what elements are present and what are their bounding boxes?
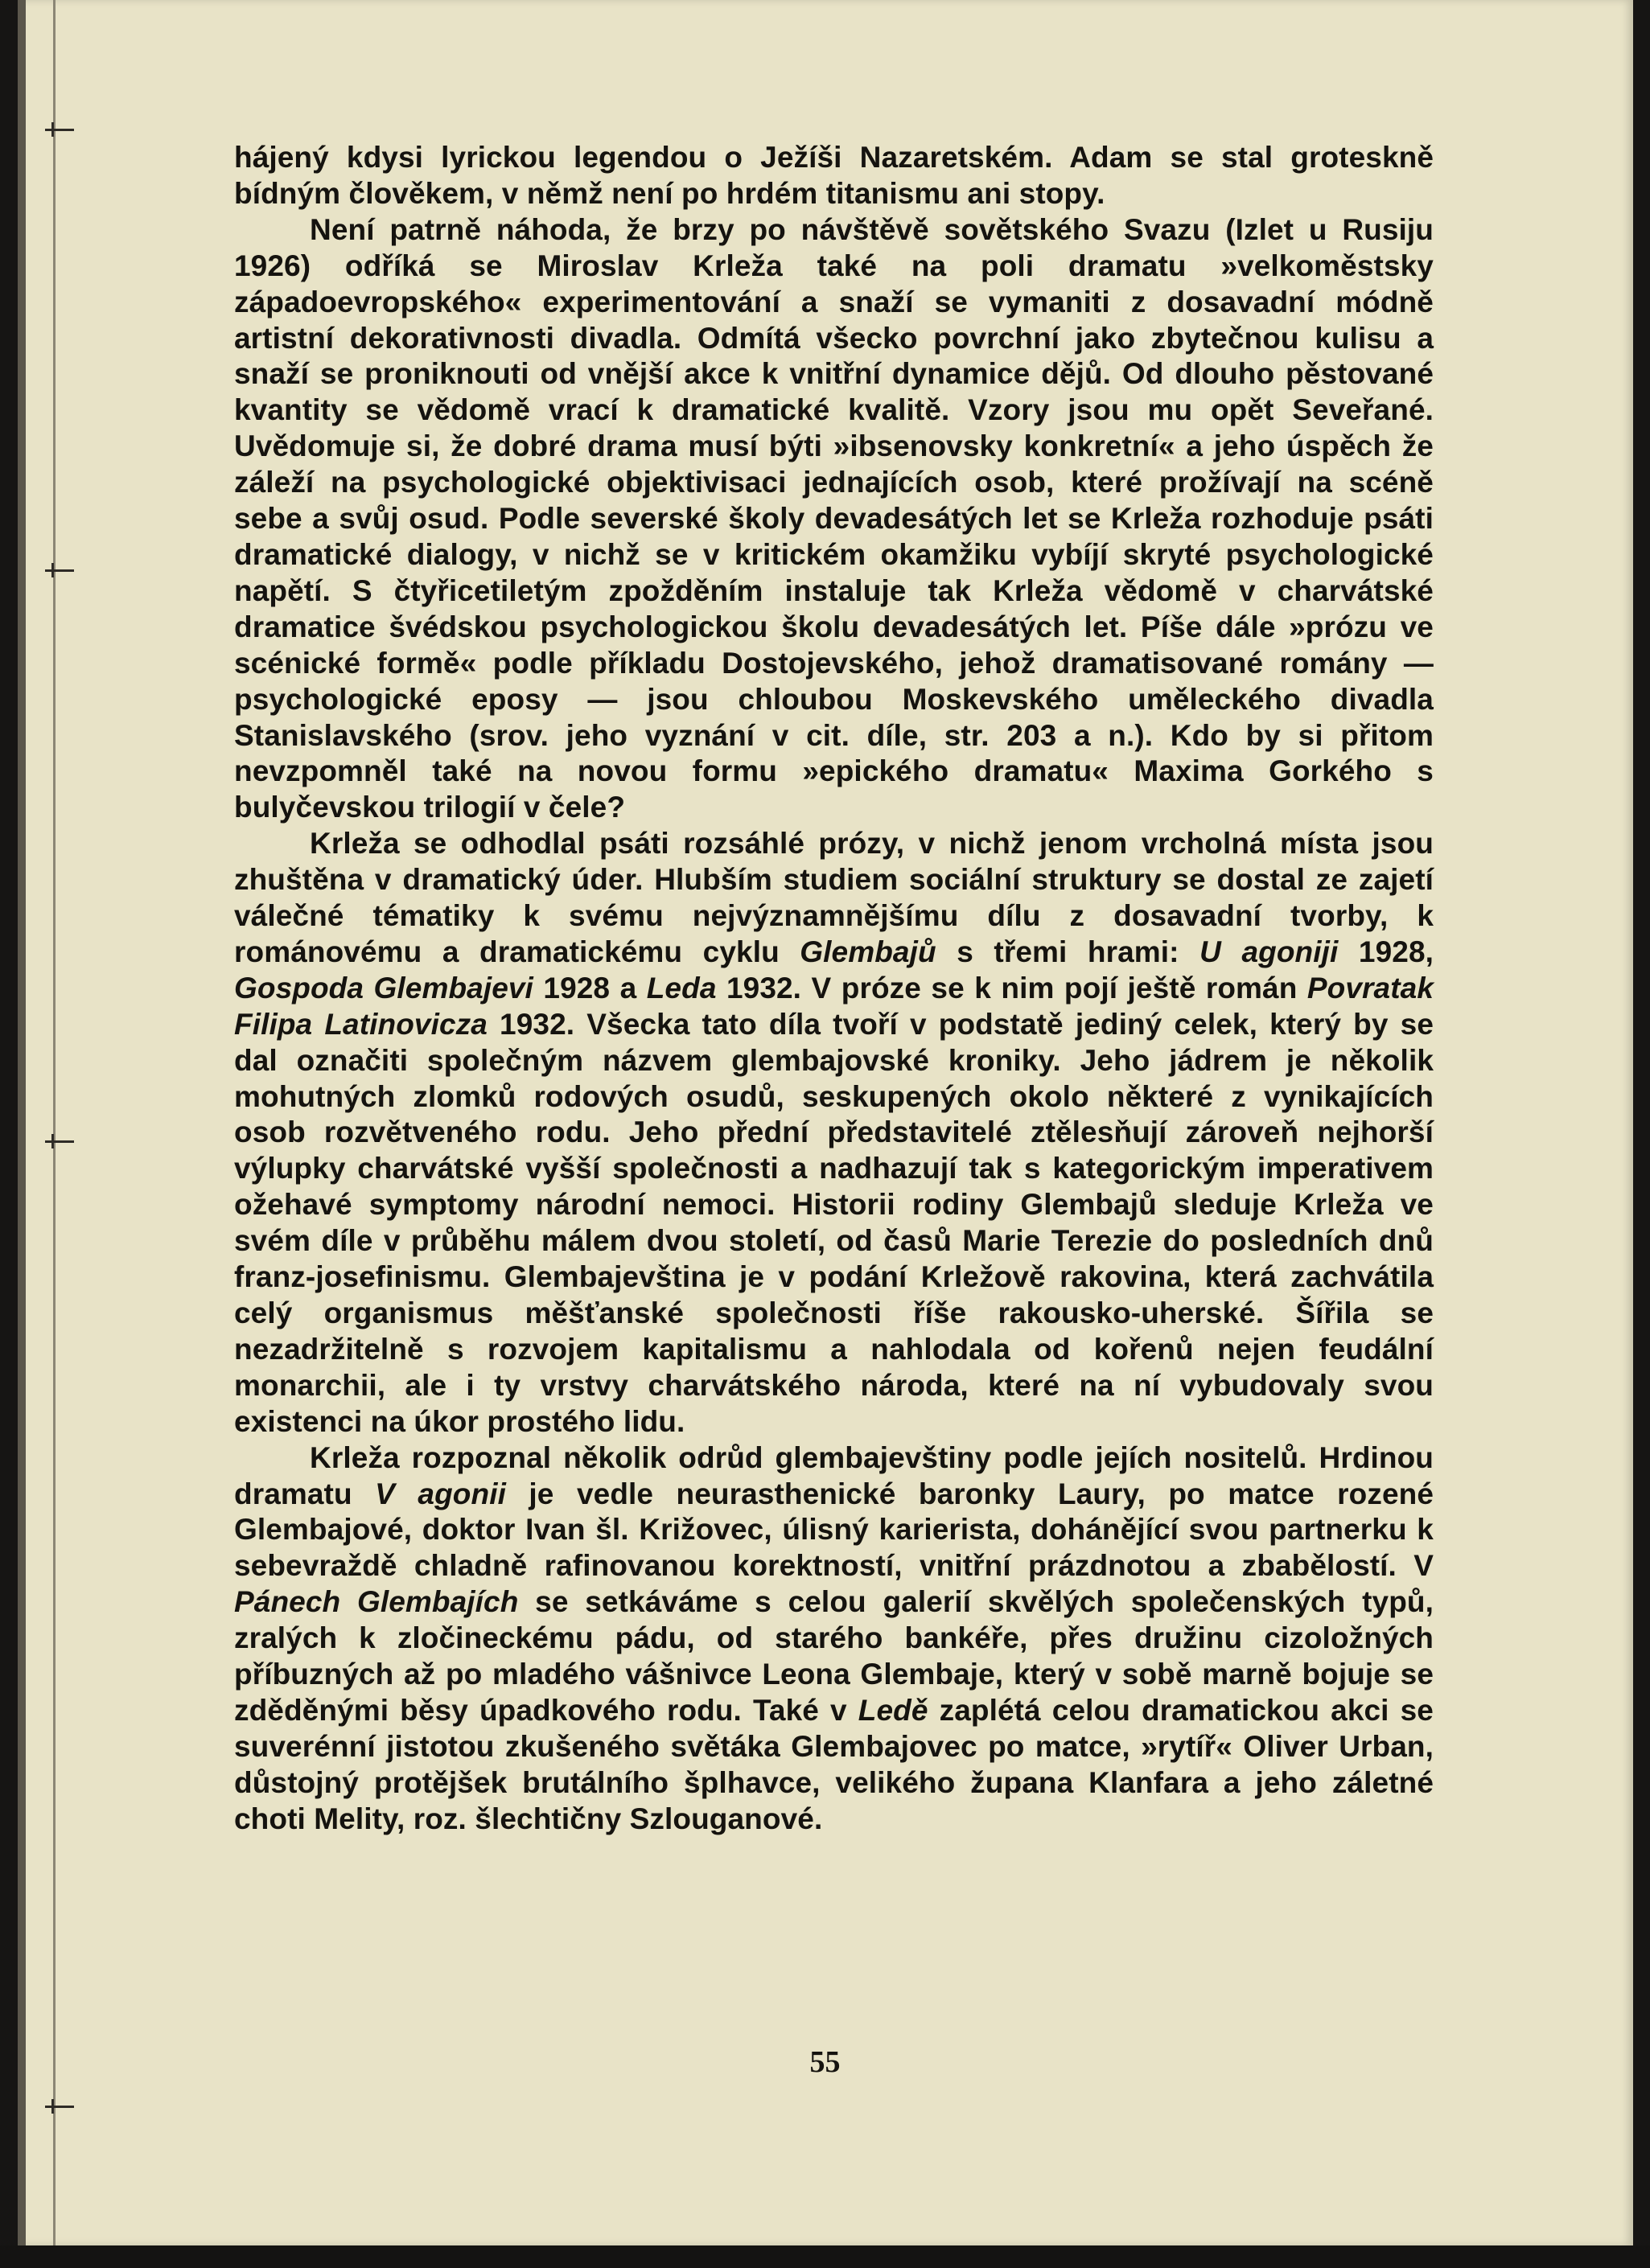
scan-bottom-border xyxy=(0,2245,1650,2268)
text-run: 1928, xyxy=(1338,935,1434,968)
italic-title: Leda xyxy=(646,971,717,1005)
text-run: je vedle neurasthenické baronky Laury, po matce rozené Glembajové, doktor Ivan šl. Križovec, úlisný karierista, dohánějící svou partnerku k sebevraždě chladně rafinovanou korektností, vnitřní prázdnotou a zbabělostí. V xyxy=(234,1477,1434,1583)
paragraph xyxy=(234,212,1434,826)
italic-title: U agoniji xyxy=(1199,935,1339,968)
text-run: Krleža se odhodlal psáti rozsáhlé prózy, v nichž jenom vrcholná místa jsou zhuštěna v dramatický úder. Hlubším studiem sociální struktury se dostal ze zajetí válečné tématiky k svému nejvýznamnějšímu dílu z dosavadní tvorby, k románovému a dramatickému cyklu xyxy=(234,827,1434,968)
text-run: Není patrně náhoda, že brzy po návštěvě sovětského Svazu (Izlet u Rusiju 1926) odříká se Miroslav Krleža také na poli dramatu »velkoměstsky západoevropského« experimentování a snaží se vymaniti z dosavadní módně artistní dekorativnosti divadla. Odmítá všecko povrchní jako zbytečnou kulisu a snaží se proniknouti od vnější akce k vnitřní dynamice dějů. Od dlouho pěstované kvantity se vědomě vrací k dramatické kvalitě. Vzory jsou mu opět Seveřané. Uvědomuje si, že dobré drama musí býti »ibsenovsky konkretní« a jeho úspěch že záleží na psychologické objektivisaci jednajících osob, které prožívají na scéně sebe a svůj osud. Podle severské školy devadesátých let se Krleža rozhoduje psáti dramatické dialogy, v nichž se v kritickém okamžiku vybíjí skryté psychologické napětí. S čtyřicetiletým zpožděním instaluje tak Krleža vědomě v charvátské dramatice švédskou psychologickou školu devadesátých let. Píše dále »prózu ve scénické formě« podle příkladu Dostojevského, jehož dramatisované romány — psychologické eposy — jsou chloubou Moskevského uměleckého divadla Stanislavského (srov. jeho vyznání v cit. díle, str. 203 a n.). Kdo by si přitom nevzpomněl také na novou formu »epického dramatu« Maxima Gorkého s bulyčevskou trilogií v čele? xyxy=(234,212,1434,824)
paragraph xyxy=(234,826,1434,1440)
page-fold-line xyxy=(53,0,56,2245)
text-run: hájený kdysi lyrickou legendou o Ježíši Nazaretském. Adam se stal groteskně bídným člověkem, v němž není po hrdém titanismu ani stopy. xyxy=(234,141,1434,210)
text-run: 1932. Všecka tato díla tvoří v podstatě jediný celek, který by se dal označiti společným názvem glembajovské kroniky. Jeho jádrem je několik mohutných zlomků rodových osudů, seskupených okolo některé z vynikajících osob rozvětveného rodu. Jeho přední představitelé ztělesňují zároveň nejhorší výlupky charvátské vyšší společnosti a nadhazují tak s kategorickým imperativem ožehavé symptomy národní nemoci. Historii rodiny Glembajů sleduje Krleža ve svém díle v průběhu málem dvou století, od časů Marie Terezie do posledních dnů franz-josefinismu. Glembajevština je v podání Krležově rakovina, která zachvátila celý organismus měšťanské společnosti říše rakousko-uherské. Šířila se nezadržitelně s rozvojem kapitalismu a nahlodala od kořenů nejen feudální monarchii, ale i ty vrstvy charvátského národa, které na ní vybudovaly svou existenci na úkor prostého lidu. xyxy=(234,1007,1434,1438)
text-run: 1928 a xyxy=(533,971,647,1005)
italic-title: V agonii xyxy=(375,1477,506,1510)
page-number: 55 xyxy=(809,2045,841,2079)
italic-title: Ledě xyxy=(858,1693,928,1727)
binding-mark xyxy=(45,129,74,131)
binding-mark xyxy=(45,569,74,572)
italic-title: Povratak Filipa Latinovicza xyxy=(234,971,1434,1041)
text-run: s třemi hrami: xyxy=(936,935,1200,968)
binding-mark xyxy=(45,1140,74,1143)
paragraph xyxy=(234,1440,1434,1838)
body-text xyxy=(234,140,1434,1838)
binding-mark xyxy=(45,2106,74,2108)
italic-title: Gospoda Glembajevi xyxy=(234,971,533,1005)
book-page xyxy=(18,0,1633,2245)
paragraph xyxy=(234,140,1434,212)
page-binding-edge xyxy=(18,0,26,2245)
text-run: zaplétá celou dramatickou akci se suverénní jistotou zkušeného světáka Glembajovec po matce, »rytíř« Oliver Urban, důstojný protějšek brutálního šplhavce, velikého župana Klanfara a jeho záletné choti Melity, roz. šlechtičny Szlouganové. xyxy=(234,1693,1434,1835)
text-run: se setkáváme s celou galerií skvělých společenských typů, zralých k zločineckému pádu, od starého bankéře, přes družinu cizoložných příbuzných až po mladého vášnivce Leona Glembaje, který v sobě marně bojuje se zděděnými běsy úpadkového rodu. Také v xyxy=(234,1585,1434,1727)
italic-title: Glembajů xyxy=(800,935,936,968)
text-run: 1932. V próze se k nim pojí ještě román xyxy=(716,971,1307,1005)
italic-title: Pánech Glembajích xyxy=(234,1585,519,1619)
text-run: Krleža rozpoznal několik odrůd glembajevštiny podle jejích nositelů. Hrdinou dramatu xyxy=(234,1440,1434,1510)
